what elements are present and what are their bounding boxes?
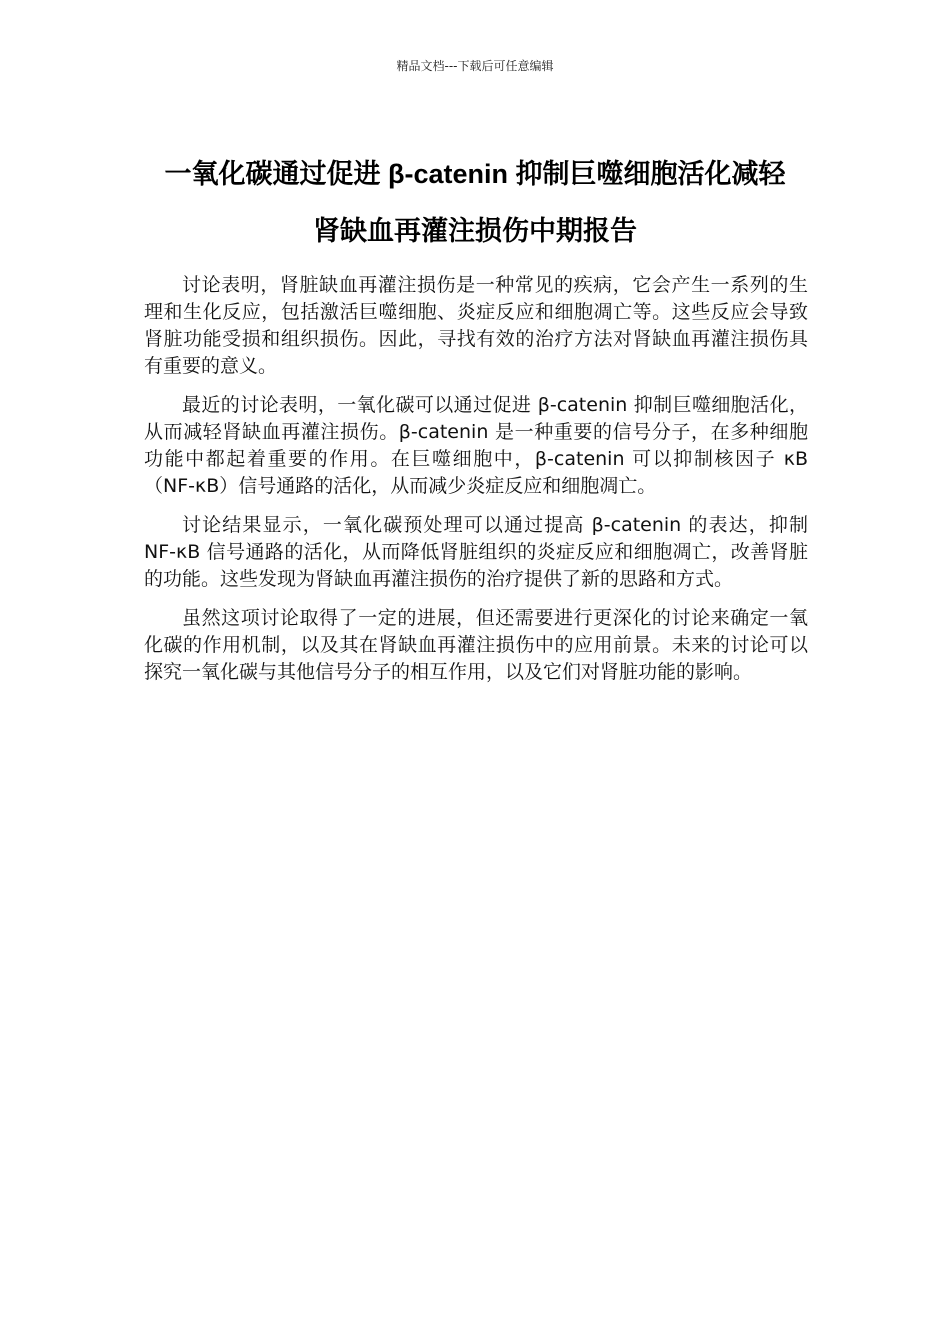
- paragraph-4: 虽然这项讨论取得了一定的进展，但还需要进行更深化的讨论来确定一氧化碳的作用机制，以及其在肾缺血再灌注损伤中的应用前景。未来的讨论可以探究一氧化碳与其他信号分子的相互作用，以及它们对肾脏功能的影响。: [144, 607, 808, 683]
- paragraph-2: 最近的讨论表明，一氧化碳可以通过促进 β-catenin 抑制巨噬细胞活化，从而减轻肾缺血再灌注损伤。β-catenin 是一种重要的信号分子，在多种细胞功能中都起着重要的作用。在巨噬细胞中，β-catenin 可以抑制核因子 κB（NF-κB）信号通路的活化，从而减少炎症反应和细胞凋亡。: [144, 394, 808, 497]
- page-header: 精品文档---下载后可任意编辑: [396, 59, 554, 73]
- title-line-2: 肾缺血再灌注损伤中期报告: [313, 216, 637, 247]
- document-body: [144, 272, 808, 698]
- title-line-1: 一氧化碳通过促进 β-catenin 抑制巨噬细胞活化减轻: [164, 159, 786, 190]
- document-title: [120, 146, 830, 260]
- paragraph-3: 讨论结果显示，一氧化碳预处理可以通过提高 β-catenin 的表达，抑制 NF-κB 信号通路的活化，从而降低肾脏组织的炎症反应和细胞凋亡，改善肾脏的功能。这些发现为肾缺血再灌注损伤的治疗提供了新的思路和方式。: [144, 514, 808, 590]
- paragraph-1: 讨论表明，肾脏缺血再灌注损伤是一种常见的疾病，它会产生一系列的生理和生化反应，包括激活巨噬细胞、炎症反应和细胞凋亡等。这些反应会导致肾脏功能受损和组织损伤。因此，寻找有效的治疗方法对肾缺血再灌注损伤具有重要的意义。: [144, 274, 808, 377]
